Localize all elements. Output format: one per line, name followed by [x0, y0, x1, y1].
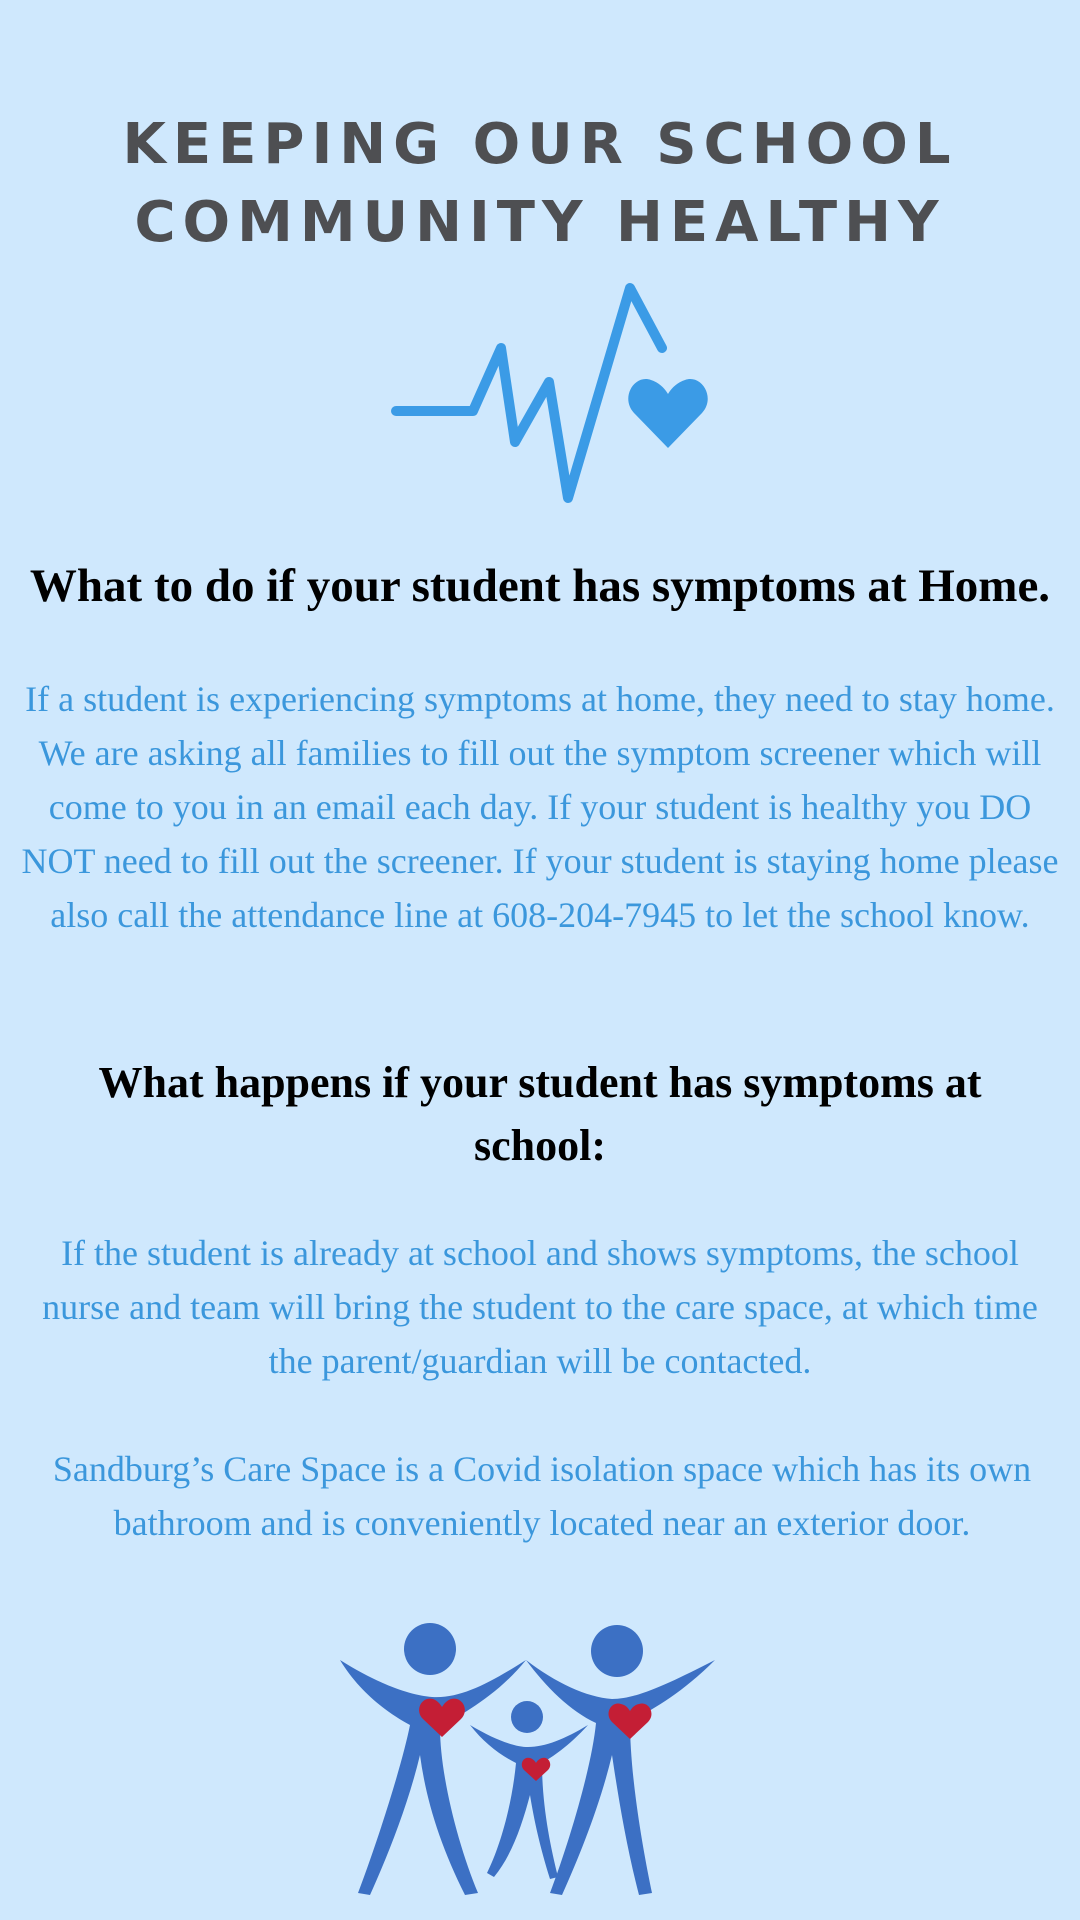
- school-symptoms-text: If the student is already at school and shows symptoms, the school nurse and team will bring the student to the care space, at which time the parent/guardian will be contacted.: [42, 1233, 1038, 1381]
- family-hearts-icon: [330, 1615, 720, 1900]
- care-space-text: Sandburg’s Care Space is a Covid isolation space which has its own bathroom and is conveniently located near an exterior door.: [52, 1449, 1032, 1543]
- home-symptoms-text: If a student is experiencing symptoms at home, they need to stay home. We are asking all families to fill out the symptom screener which will come to you in an email each day. If your student is healthy you DO NOT need to fill out the screener. If your student is staying home please also call the attendance line at 608-204-7945 to let the school know.: [21, 679, 1059, 935]
- page-title: [0, 106, 1080, 262]
- adult-figure-right: [526, 1625, 715, 1895]
- pulse-heart-icon: [388, 278, 718, 508]
- title-line-2: COMMUNITY HEALTHY: [134, 190, 946, 255]
- title-line-1: KEEPING OUR SCHOOL: [122, 112, 958, 177]
- home-symptoms-heading: What to do if your student has symptoms at Home.: [29, 560, 1051, 612]
- school-symptoms-heading: What happens if your student has symptoms at school:: [98, 1058, 982, 1170]
